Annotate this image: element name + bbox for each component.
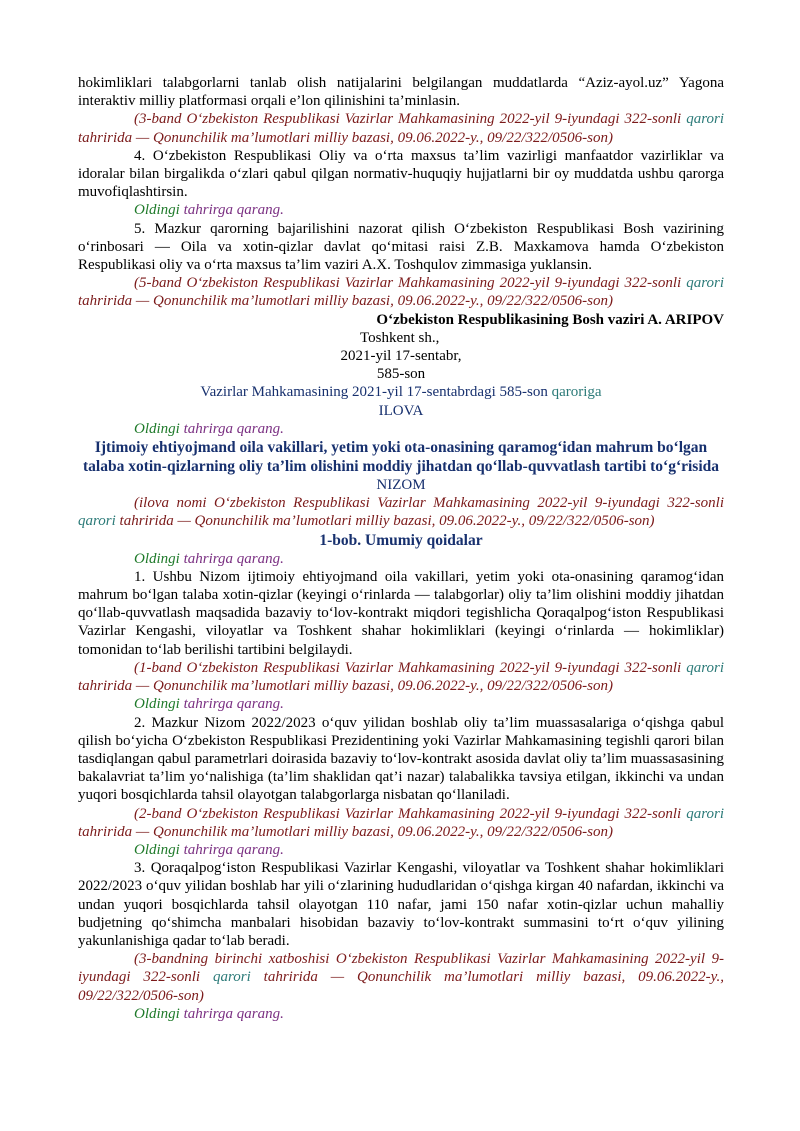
qarori-link[interactable]: qarori <box>686 659 724 676</box>
tahrirga-qarang-link[interactable]: tahrirga qarang. <box>179 202 284 219</box>
note-text: (3-band O‘zbekiston Respublikasi Vazirlar Mahkamasining 2022-yil 9-iyundagi 322-sonli <box>134 111 687 128</box>
amendment-note-n1 <box>78 659 724 695</box>
signer-name: O‘zbekiston Respublikasining Bosh vaziri A. ARIPOV <box>376 311 724 328</box>
nizom-paragraph-3: 3. Qoraqalpog‘iston Respublikasi Vazirlar Kengashi, viloyatlar va Toshkent shahar hokimliklari 2022/2023 o‘quv yilidan boshlab har yili o‘zlarining hududlaridan o‘qishga kirgan 40 nafardan, ikkinchi va undan yuqori bosqichlarda tahsil olayotgan 110 nafar, jami 150 nafar xotin-qizlar uchun mahalliy budjetning qo‘shimcha manbalari hisobidan bazaviy to‘lov-kontrakt summasini to‘rt o‘quv yilining yakunlanishiga qadar to‘lab beradi. <box>78 860 724 949</box>
amendment-note-title <box>78 494 724 530</box>
qarori-link[interactable]: qarori <box>686 275 724 292</box>
note-text: (ilova nomi O‘zbekiston Respublikasi Vazirlar Mahkamasining 2022-yil 9-iyundagi 322-sonli <box>134 495 724 512</box>
signature-number: 585-son <box>376 366 426 383</box>
tahrirga-qarang-link[interactable]: tahrirga qarang. <box>179 420 284 437</box>
tahrirga-qarang-link[interactable]: tahrirga qarang. <box>179 841 284 858</box>
previous-edition-link[interactable] <box>78 695 724 713</box>
paragraph-5: 5. Mazkur qarorning bajarilishini nazorat qilish O‘zbekiston Respublikasi Bosh vazirining o‘rinbosari — Oila va xotin-qizlar davlat qo‘mitasi raisi Z.B. Maxkamova hamda O‘zbekiston Respublikasi oliy va o‘rta maxsus ta’lim vaziri A.X. Toshqulov zimmasiga yuklansin. <box>78 220 724 274</box>
tahrirga-qarang-link[interactable]: tahrirga qarang. <box>179 550 284 567</box>
nizom-paragraph-2: 2. Mazkur Nizom 2022/2023 o‘quv yilidan boshlab oliy ta’lim muassasalariga o‘qishga qabul qilish bo‘yicha O‘zbekiston Respublikasi Prezidentining yoki Vazirlar Mahkamasining tegishli qarori bilan tasdiqlangan qabul parametrlari doirasida bazaviy to‘lov-kontrakt asosida davlat oliy ta’lim muassasasining bakalavriat ta’lim yo‘nalishiga (ta’lim shaklidan qat’i nazar) talabalikka tavsiya etilgan, ikkinchi va undan yuqori bosqichlarda tahsil olayotgan talabgorlarga nisbatan qo‘llaniladi. <box>78 714 724 804</box>
previous-edition-link[interactable] <box>78 420 724 438</box>
previous-edition-link[interactable] <box>78 841 724 859</box>
signature-city: Toshkent sh., <box>360 329 440 346</box>
amendment-note-n3 <box>78 950 724 1005</box>
regulation-type: NIZOM <box>376 477 426 494</box>
previous-edition-link[interactable] <box>78 201 724 219</box>
amendment-note-n2 <box>78 805 724 841</box>
tahrirga-qarang-link[interactable]: tahrirga qarang. <box>179 1005 284 1022</box>
qarori-link[interactable]: qarori <box>686 111 724 128</box>
note-source: tahririda — Qonunchilik ma’lumotlari milliy bazasi, 09.06.2022-y., 09/22/322/0506-son) <box>78 129 613 146</box>
oldingi-link[interactable]: Oldingi <box>134 696 180 713</box>
note-source: tahririda — Qonunchilik ma’lumotlari milliy bazasi, 09.06.2022-y., 09/22/322/0506-son) <box>78 293 613 310</box>
oldingi-link[interactable]: Oldingi <box>134 1005 180 1022</box>
paragraph-3-continuation: hokimliklari talabgorlarni tanlab olish natijalarini belgilangan muddatlarda “Aziz-ayol.uz” Yagona interaktiv milliy platformasi orqali e’lon qilinishini ta’minlasin. <box>78 75 724 110</box>
amendment-note-3 <box>78 110 724 146</box>
note-text: (1-band O‘zbekiston Respublikasi Vazirlar Mahkamasining 2022-yil 9-iyundagi 322-sonli <box>134 659 687 676</box>
appendix-label: ILOVA <box>378 402 424 419</box>
note-text: (2-band O‘zbekiston Respublikasi Vazirlar Mahkamasining 2022-yil 9-iyundagi 322-sonli <box>134 805 687 822</box>
nizom-paragraph-1: 1. Ushbu Nizom ijtimoiy ehtiyojmand oila vakillari, yetim yoki ota-onasining qaramog‘idan mahrum bo‘lgan talaba xotin-qizlar (keyingi o‘rinlarda — talabgorlar) oliy ta’lim olishini moddiy jihatdan qo‘llab-quvvatlash maqsadida bazaviy to‘lov-kontrakt miqdori tegishlicha Qoraqalpog‘iston Respublikasi Vazirlar Kengashi, viloyatlar va Toshkent shahar hokimliklari (keyingi o‘rinlarda — hokimliklar) tomonidan to‘lab berilishi tartibini belgilaydi. <box>78 568 724 658</box>
oldingi-link[interactable]: Oldingi <box>134 550 180 567</box>
chapter-heading: 1-bob. Umumiy qoidalar <box>319 531 483 549</box>
appendix-reference <box>78 383 724 401</box>
oldingi-link[interactable]: Oldingi <box>134 841 180 858</box>
oldingi-link[interactable]: Oldingi <box>134 202 180 219</box>
qarori-link[interactable]: qarori <box>78 513 116 530</box>
note-source: tahririda — Qonunchilik ma’lumotlari milliy bazasi, 09.06.2022-y., 09/22/322/0506-son) <box>78 823 613 840</box>
previous-edition-link[interactable] <box>78 1005 724 1023</box>
note-source: tahririda — Qonunchilik ma’lumotlari milliy bazasi, 09.06.2022-y., 09/22/322/0506-son) <box>115 513 655 530</box>
tahrirga-qarang-link[interactable]: tahrirga qarang. <box>179 696 284 713</box>
regulation-title: Ijtimoiy ehtiyojmand oila vakillari, yetim yoki ota-onasining qaramog‘idan mahrum bo‘lgan talaba xotin-qizlarning oliy ta’lim olishini moddiy jihatdan qo‘llab-quvvatlash tartibi to‘g‘risida <box>82 439 719 476</box>
note-source: tahririda — Qonunchilik ma’lumotlari milliy bazasi, 09.06.2022-y., 09/22/322/0506-son) <box>78 678 613 695</box>
signature-date: 2021-yil 17-sentabr, <box>340 348 462 365</box>
qarori-link[interactable]: qarori <box>686 805 724 822</box>
note-text: (3-bandning birinchi xatboshisi O‘zbekiston Respublikasi Vazirlar Mahkamasining 2022-yil 9-iyundagi 322-sonli <box>78 951 724 986</box>
qaroriga-link[interactable]: qaroriga <box>551 384 602 401</box>
appendix-ref-text: Vazirlar Mahkamasining 2021-yil 17-sentabrdagi 585-son <box>200 384 552 401</box>
qarori-link[interactable]: qarori <box>212 969 251 986</box>
note-source: tahririda — Qonunchilik ma’lumotlari milliy bazasi, 09.06.2022-y., 09/22/322/0506-son) <box>78 969 724 1004</box>
oldingi-link[interactable]: Oldingi <box>134 420 180 437</box>
previous-edition-link[interactable] <box>78 550 724 568</box>
paragraph-4: 4. O‘zbekiston Respublikasi Oliy va o‘rta maxsus ta’lim vazirligi manfaatdor vazirliklar va idoralar bilan birgalikda o‘zlari qabul qilgan normativ-huquqiy hujjatlarni bir oy muddatda ushbu qarorga muvofiqlashtirsin. <box>78 147 724 201</box>
amendment-note-5 <box>78 274 724 310</box>
note-text: (5-band O‘zbekiston Respublikasi Vazirlar Mahkamasining 2022-yil 9-iyundagi 322-sonli <box>134 275 687 292</box>
